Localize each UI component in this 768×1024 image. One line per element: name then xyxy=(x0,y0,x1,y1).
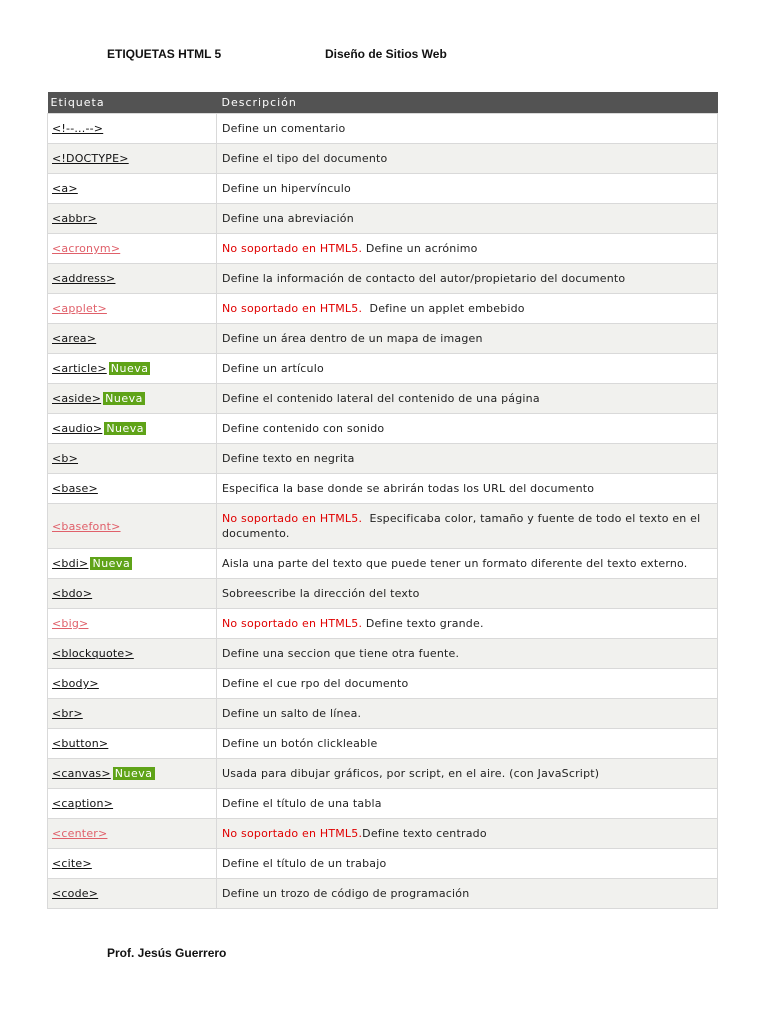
tag-link[interactable]: <bdo> xyxy=(52,587,93,600)
tag-link[interactable]: <!--...--> xyxy=(52,122,104,135)
column-header-description: Descripción xyxy=(217,92,718,114)
tag-cell xyxy=(48,444,217,474)
description-cell xyxy=(217,504,718,549)
description-text: Especifica la base donde se abrirán todas los URL del documento xyxy=(222,482,595,495)
description-cell xyxy=(217,294,718,324)
table-row xyxy=(48,849,718,879)
tag-link[interactable]: <button> xyxy=(52,737,109,750)
tag-cell xyxy=(48,699,217,729)
table-row xyxy=(48,669,718,699)
unsupported-warning: No soportado en HTML5. xyxy=(222,242,363,255)
new-badge: Nueva xyxy=(110,362,149,375)
tag-cell xyxy=(48,789,217,819)
description-cell xyxy=(217,114,718,144)
description-text: Define una seccion que tiene otra fuente. xyxy=(222,647,460,660)
tag-cell xyxy=(48,324,217,354)
description-text: Define texto centrado xyxy=(362,827,487,840)
description-text: Especificaba color, tamaño y fuente de todo el texto en el documento. xyxy=(222,512,705,540)
tag-link[interactable]: <big> xyxy=(52,617,89,630)
table-row xyxy=(48,114,718,144)
unsupported-warning: No soportado en HTML5. xyxy=(222,302,363,315)
tags-table xyxy=(47,92,718,909)
description-text: Define texto en negrita xyxy=(222,452,355,465)
description-text: Sobreescribe la dirección del texto xyxy=(222,587,420,600)
tag-cell xyxy=(48,114,217,144)
tag-link[interactable]: <cite> xyxy=(52,857,92,870)
new-badge: Nueva xyxy=(92,557,131,570)
description-text: Define un acrónimo xyxy=(362,242,478,255)
description-text: Define un salto de línea. xyxy=(222,707,362,720)
tag-cell xyxy=(48,759,217,789)
tag-link[interactable]: <b> xyxy=(52,452,79,465)
description-cell xyxy=(217,204,718,234)
tag-cell xyxy=(48,264,217,294)
description-cell xyxy=(217,174,718,204)
table-row xyxy=(48,264,718,294)
description-cell xyxy=(217,444,718,474)
tag-link[interactable]: <aside> xyxy=(52,392,102,405)
tag-cell xyxy=(48,234,217,264)
table-row xyxy=(48,729,718,759)
tag-cell xyxy=(48,354,217,384)
table-row xyxy=(48,759,718,789)
tag-cell xyxy=(48,504,217,549)
description-cell xyxy=(217,879,718,909)
new-badge: Nueva xyxy=(106,422,145,435)
description-text: Define el cue rpo del documento xyxy=(222,677,409,690)
tag-cell xyxy=(48,819,217,849)
description-text: Define un comentario xyxy=(222,122,346,135)
tag-link[interactable]: <article> xyxy=(52,362,107,375)
table-row xyxy=(48,444,718,474)
description-text: Define la información de contacto del autor/propietario del documento xyxy=(222,272,626,285)
description-cell xyxy=(217,474,718,504)
description-cell xyxy=(217,579,718,609)
tag-link[interactable]: <address> xyxy=(52,272,116,285)
tag-link[interactable]: <basefont> xyxy=(52,519,121,533)
tag-link[interactable]: <center> xyxy=(52,827,108,840)
description-cell xyxy=(217,234,718,264)
table-row xyxy=(48,294,718,324)
unsupported-warning: No soportado en HTML5. xyxy=(222,617,363,630)
description-cell xyxy=(217,549,718,579)
table-row xyxy=(48,414,718,444)
description-text: Define el título de una tabla xyxy=(222,797,382,810)
tag-link[interactable]: <abbr> xyxy=(52,212,97,225)
table-row xyxy=(48,144,718,174)
table-row xyxy=(48,474,718,504)
tag-link[interactable]: <a> xyxy=(52,182,78,195)
course-title: Diseño de Sitios Web xyxy=(325,47,447,61)
table-row xyxy=(48,609,718,639)
author-footer: Prof. Jesús Guerrero xyxy=(107,946,227,960)
table-row xyxy=(48,789,718,819)
tag-cell xyxy=(48,294,217,324)
description-cell xyxy=(217,819,718,849)
tag-link[interactable]: <canvas> xyxy=(52,767,111,780)
new-badge: Nueva xyxy=(114,767,153,780)
description-text: Define el contenido lateral del contenido de una página xyxy=(222,392,540,405)
column-header-tag: Etiqueta xyxy=(48,92,217,114)
new-badge: Nueva xyxy=(105,392,143,405)
description-text: Define texto grande. xyxy=(362,617,484,630)
description-text: Define un trozo de código de programación xyxy=(222,887,470,900)
table-row xyxy=(48,639,718,669)
table-row xyxy=(48,879,718,909)
unsupported-warning: No soportado en HTML5. xyxy=(222,827,363,840)
table-row xyxy=(48,549,718,579)
description-cell xyxy=(217,639,718,669)
description-text: Define el tipo del documento xyxy=(222,152,388,165)
tag-link[interactable]: <code> xyxy=(52,887,99,900)
tag-link[interactable]: <audio> xyxy=(52,422,103,435)
tag-link[interactable]: <acronym> xyxy=(52,242,121,255)
tag-cell xyxy=(48,579,217,609)
tag-cell xyxy=(48,879,217,909)
tag-link[interactable]: <bdi> xyxy=(52,557,89,570)
description-cell xyxy=(217,384,718,414)
description-text: Define una abreviación xyxy=(222,212,354,225)
table-row xyxy=(48,324,718,354)
tag-cell xyxy=(48,849,217,879)
description-text: Define un artículo xyxy=(222,362,324,375)
description-cell xyxy=(217,144,718,174)
description-text: Define contenido con sonido xyxy=(222,422,385,435)
table-row xyxy=(48,204,718,234)
table-row xyxy=(48,174,718,204)
tag-link[interactable]: <applet> xyxy=(52,302,107,315)
tag-link[interactable]: <caption> xyxy=(52,797,114,810)
description-text: Define el título de un trabajo xyxy=(222,857,387,870)
tag-cell xyxy=(48,609,217,639)
table-row xyxy=(48,699,718,729)
table-row xyxy=(48,819,718,849)
tag-cell xyxy=(48,639,217,669)
table-header-row xyxy=(48,92,718,114)
description-cell xyxy=(217,729,718,759)
table-row xyxy=(48,384,718,414)
description-text: Define un applet embebido xyxy=(362,302,525,315)
description-text: Define un área dentro de un mapa de imagen xyxy=(222,332,483,345)
description-cell xyxy=(217,414,718,444)
tag-link[interactable]: <!DOCTYPE> xyxy=(52,152,129,165)
tag-cell xyxy=(48,144,217,174)
description-cell xyxy=(217,849,718,879)
description-cell xyxy=(217,759,718,789)
tag-cell xyxy=(48,174,217,204)
description-cell xyxy=(217,699,718,729)
table-body xyxy=(48,114,718,909)
tag-cell xyxy=(48,729,217,759)
table-row xyxy=(48,579,718,609)
description-text: Define un hipervínculo xyxy=(222,182,351,195)
description-text: Usada para dibujar gráficos, por script, en el aire. (con JavaScript) xyxy=(222,767,600,780)
tag-cell xyxy=(48,474,217,504)
description-cell xyxy=(217,264,718,294)
tag-link[interactable]: <br> xyxy=(52,707,83,720)
description-cell xyxy=(217,354,718,384)
table-row xyxy=(48,504,718,549)
description-text: Define un botón clickleable xyxy=(222,737,378,750)
unsupported-warning: No soportado en HTML5. xyxy=(222,512,363,525)
tag-cell xyxy=(48,204,217,234)
tag-cell xyxy=(48,414,217,444)
description-cell xyxy=(217,609,718,639)
description-text: Aisla una parte del texto que puede tener un formato diferente del texto externo. xyxy=(222,557,688,570)
table-row xyxy=(48,354,718,384)
tag-link[interactable]: <base> xyxy=(52,482,98,495)
description-cell xyxy=(217,789,718,819)
table-row xyxy=(48,234,718,264)
tag-link[interactable]: <area> xyxy=(52,332,97,345)
tag-cell xyxy=(48,549,217,579)
tag-link[interactable]: <body> xyxy=(52,677,99,690)
tag-link[interactable]: <blockquote> xyxy=(52,647,134,660)
description-cell xyxy=(217,324,718,354)
document-title: ETIQUETAS HTML 5 xyxy=(107,47,222,61)
description-cell xyxy=(217,669,718,699)
tag-cell xyxy=(48,669,217,699)
tag-cell xyxy=(48,384,217,414)
